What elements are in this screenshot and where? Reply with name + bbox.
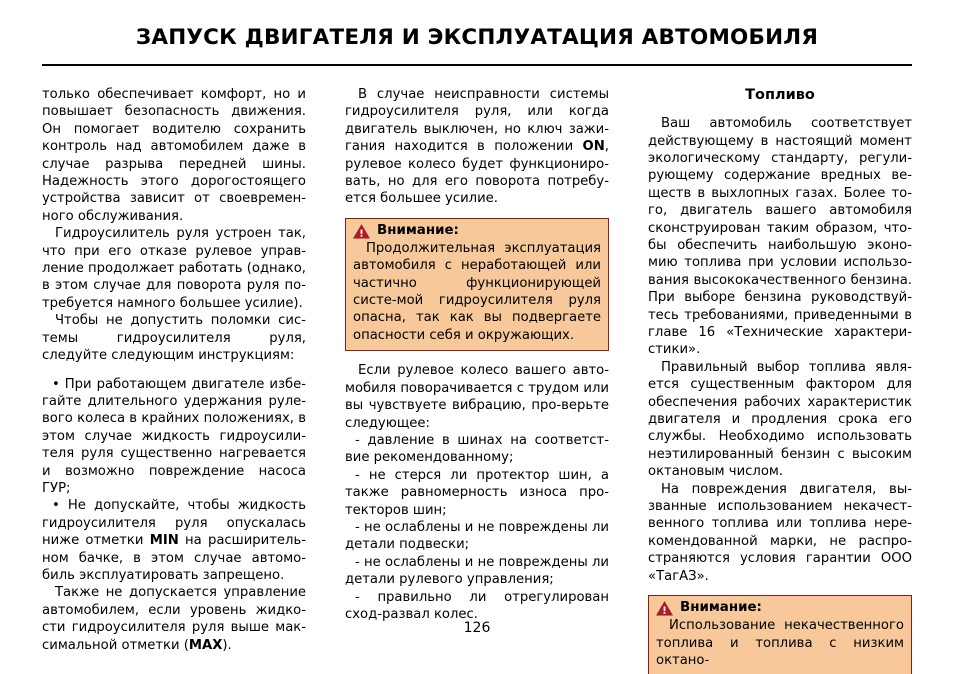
paragraph: Правильный выбор топлива явля-ется существенным фактором для обеспечения рабочих характеристик двигателя и продления срока его службы. Необходимо использовать неэтилированный бензин с высоким октановым числом. (648, 359, 912, 480)
paragraph: Ваш автомобиль соответствует действующему в настоящий момент экологическому стандарту, регули-рующему содержание вредных ве-ществ в выхлопных газах. Более то-го, двигатель вашего автомобиля сконструирован таким образом, что-бы обеспечить наибольшую эконо-мию топлива при условии использо-вания высококачественного бензина. При выборе бензина руководствуй-тесь требованиями, приведенными в главе 16 «Технические характери-стики». (648, 116, 912, 358)
paragraph: На повреждения двигателя, вы-званные использованием некачест-венного топлива или топлива нере-комендованной марки, не распро-страняются условия гарантии ООО «ТагАЗ». (648, 481, 912, 584)
warning-text: Использование некачественного топлива и топлива с низким октано- (656, 618, 904, 668)
paragraph: Чтобы не допустить поломки сис-темы гидроусилителя руля, следуйте следующим инструкциям: (42, 313, 306, 364)
list-item: - не ослаблены и не повреждены ли детали подвески; (345, 519, 609, 553)
paragraph: Гидроусилитель руля устроен так, что при его отказе рулевое управ-ление продолжает работать (однако, в этом случае для поворота руля по-требуется намного большее усилие). (42, 226, 306, 311)
section-title: Топливо (745, 87, 815, 103)
text-column-2 (345, 86, 609, 622)
list-item: - не ослаблены и не повреждены ли детали рулевого управления; (345, 554, 609, 588)
warning-header (656, 601, 904, 616)
paragraph: В случае неисправности системы гидроусилителя руля, или когда двигатель выключен, но ключ зажи-гания находится в положении ON, рулевое колесо будет функциониро-вать, но для его поворота потребу-ется большее усилие. (345, 87, 609, 207)
warning-header (353, 224, 601, 239)
bullet-paragraph: • При работающем двигателе избе-гайте длительного удержания руле-вого колеса в крайних положениях, в этом случае жидкость гидроусили-теля руля существенно нагревается и возможно повреждение насоса ГУР; (42, 376, 306, 496)
text-column-1 (42, 86, 306, 653)
warning-title: Внимание: (377, 222, 459, 238)
bullet-paragraph: • Не допускайте, чтобы жидкость гидроусилителя руля опускалась ниже отметки MIN на расширитель-ном бачке, в этом случае автомо-биль эксплуатировать запрещено. (42, 498, 306, 583)
header-divider (42, 64, 912, 66)
paragraph: Также не допускается управление автомобилем, если уровень жидко-сти гидроусилителя руля выше мак-симальной отметки (MAX). (42, 585, 306, 653)
page-number: 126 (463, 620, 491, 636)
warning-triangle-icon (353, 224, 370, 239)
list-item: - давление в шинах на соответст-вие рекомендованному; (345, 432, 609, 466)
page-title: ЗАПУСК ДВИГАТЕЛЯ И ЭКСПЛУАТАЦИЯ АВТОМОБИЛЯ (135, 25, 819, 50)
list-item: - правильно ли отрегулирован сход-развал колес. (345, 589, 609, 622)
warning-title: Внимание: (680, 600, 762, 616)
paragraph: только обеспечивает комфорт, но и повышает безопасность движения. Он помогает водителю сохранить контроль над автомобилем даже в случае разрыва передней шины. Надежность этого дорогостоящего устройства зависит от своевремен-ного обслуживания. (42, 87, 306, 224)
page-header (42, 26, 912, 50)
paragraph: Если рулевое колесо вашего авто-мобиля поворачивается с трудом или вы чувствуете вибрацию, про-верьте следующее: (345, 363, 609, 431)
text-column-3 (648, 86, 912, 668)
warning-triangle-icon (656, 601, 673, 616)
list-item: - не стерся ли протектор шин, а также равномерность износа про-текторов шин; (345, 467, 609, 518)
warning-text: Продолжительная эксплуатация автомобиля с неработающей или частично функционирующей систе-мой гидроусилителя руля опасна, так как вы подвергаете опасности себя и окружающих. (353, 240, 601, 343)
warning-box-steering (345, 218, 609, 351)
